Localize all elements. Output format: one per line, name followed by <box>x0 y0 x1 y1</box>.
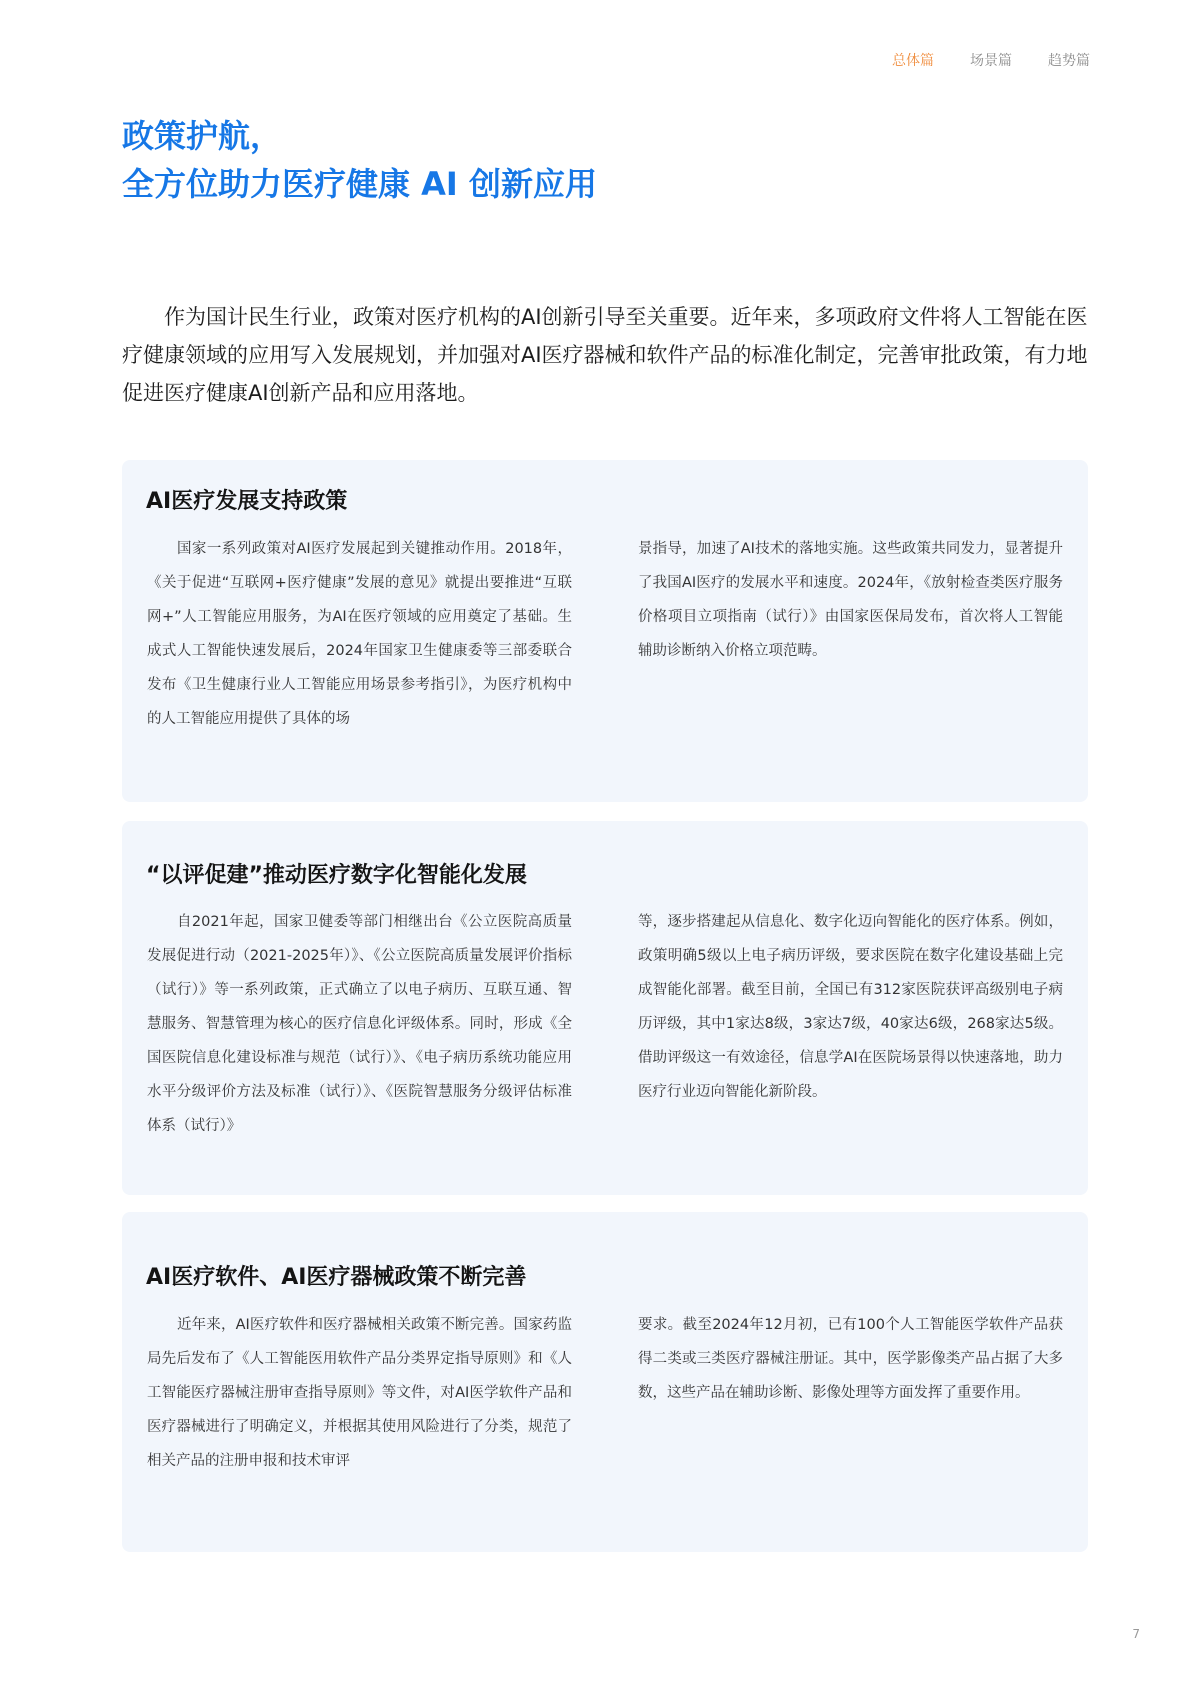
card-columns <box>147 532 1063 736</box>
card-column-left: 近年来，AI医疗软件和医疗器械相关政策不断完善。国家药监局先后发布了《人工智能医用软件产品分类界定指导原则》和《人工智能医疗器械注册审查指导原则》等文件，对AI医学软件产品和医疗器械进行了明确定义，并根据其使用风险进行了分类，规范了相关产品的注册申报和技术审评 <box>147 1317 572 1469</box>
card-column-left: 国家一系列政策对AI医疗发展起到关键推动作用。2018年，《关于促进“互联网+医疗健康”发展的意见》就提出要推进“互联网+”人工智能应用服务，为AI在医疗领域的应用奠定了基础。生成式人工智能快速发展后，2024年国家卫生健康委等三部委联合发布《卫生健康行业人工智能应用场景参考指引》，为医疗机构中的人工智能应用提供了具体的场 <box>147 541 572 727</box>
policy-card-support <box>122 460 1088 802</box>
nav-tab-trends[interactable]: 趋势篇 <box>1048 53 1090 69</box>
page-title-line-1: 政策护航， <box>122 117 283 155</box>
nav-tab-overall[interactable]: 总体篇 <box>892 53 934 69</box>
card-heading: AI医疗软件、AI医疗器械政策不断完善 <box>146 1265 527 1290</box>
card-columns <box>147 905 1063 1143</box>
card-heading: AI医疗发展支持政策 <box>146 489 348 514</box>
card-column-right: 要求。截至2024年12月初，已有100个人工智能医学软件产品获得二类或三类医疗器械注册证。其中，医学影像类产品占据了大多数，这些产品在辅助诊断、影像处理等方面发挥了重要作用。 <box>638 1317 1063 1401</box>
page-number: 7 <box>1132 1627 1140 1641</box>
card-columns <box>147 1308 1063 1478</box>
section-nav <box>892 50 1090 70</box>
page-title <box>122 112 597 208</box>
card-heading: “以评促建”推动医疗数字化智能化发展 <box>146 863 527 888</box>
intro-paragraph: 作为国计民生行业，政策对医疗机构的AI创新引导至关重要。近年来，多项政府文件将人工智能在医疗健康领域的应用写入发展规划，并加强对AI医疗器械和软件产品的标准化制定，完善审批政策，有力地促进医疗健康AI创新产品和应用落地。 <box>122 305 1088 405</box>
card-column-left: 自2021年起，国家卫健委等部门相继出台《公立医院高质量发展促进行动（2021-2025年）》、《公立医院高质量发展评价指标（试行）》等一系列政策，正式确立了以电子病历、互联互通、智慧服务、智慧管理为核心的医疗信息化评级体系。同时，形成《全国医院信息化建设标准与规范（试行）》、《电子病历系统功能应用水平分级评价方法及标准（试行）》、《医院智慧服务分级评估标准体系（试行）》 <box>147 914 572 1134</box>
page-title-line-2: 全方位助力医疗健康 AI 创新应用 <box>122 165 597 203</box>
card-column-right: 景指导，加速了AI技术的落地实施。这些政策共同发力，显著提升了我国AI医疗的发展水平和速度。2024年，《放射检查类医疗服务价格项目立项指南（试行）》由国家医保局发布，首次将人工智能辅助诊断纳入价格立项范畴。 <box>638 541 1063 659</box>
nav-tab-scenarios[interactable]: 场景篇 <box>970 53 1012 69</box>
policy-card-software-devices <box>122 1212 1088 1552</box>
card-column-right: 等，逐步搭建起从信息化、数字化迈向智能化的医疗体系。例如，政策明确5级以上电子病历评级，要求医院在数字化建设基础上完成智能化部署。截至目前，全国已有312家医院获评高级别电子病历评级，其中1家达8级，3家达7级，40家达6级，268家达5级。借助评级这一有效途径，信息学AI在医院场景得以快速落地，助力医疗行业迈向智能化新阶段。 <box>638 914 1063 1100</box>
policy-card-evaluation <box>122 821 1088 1195</box>
